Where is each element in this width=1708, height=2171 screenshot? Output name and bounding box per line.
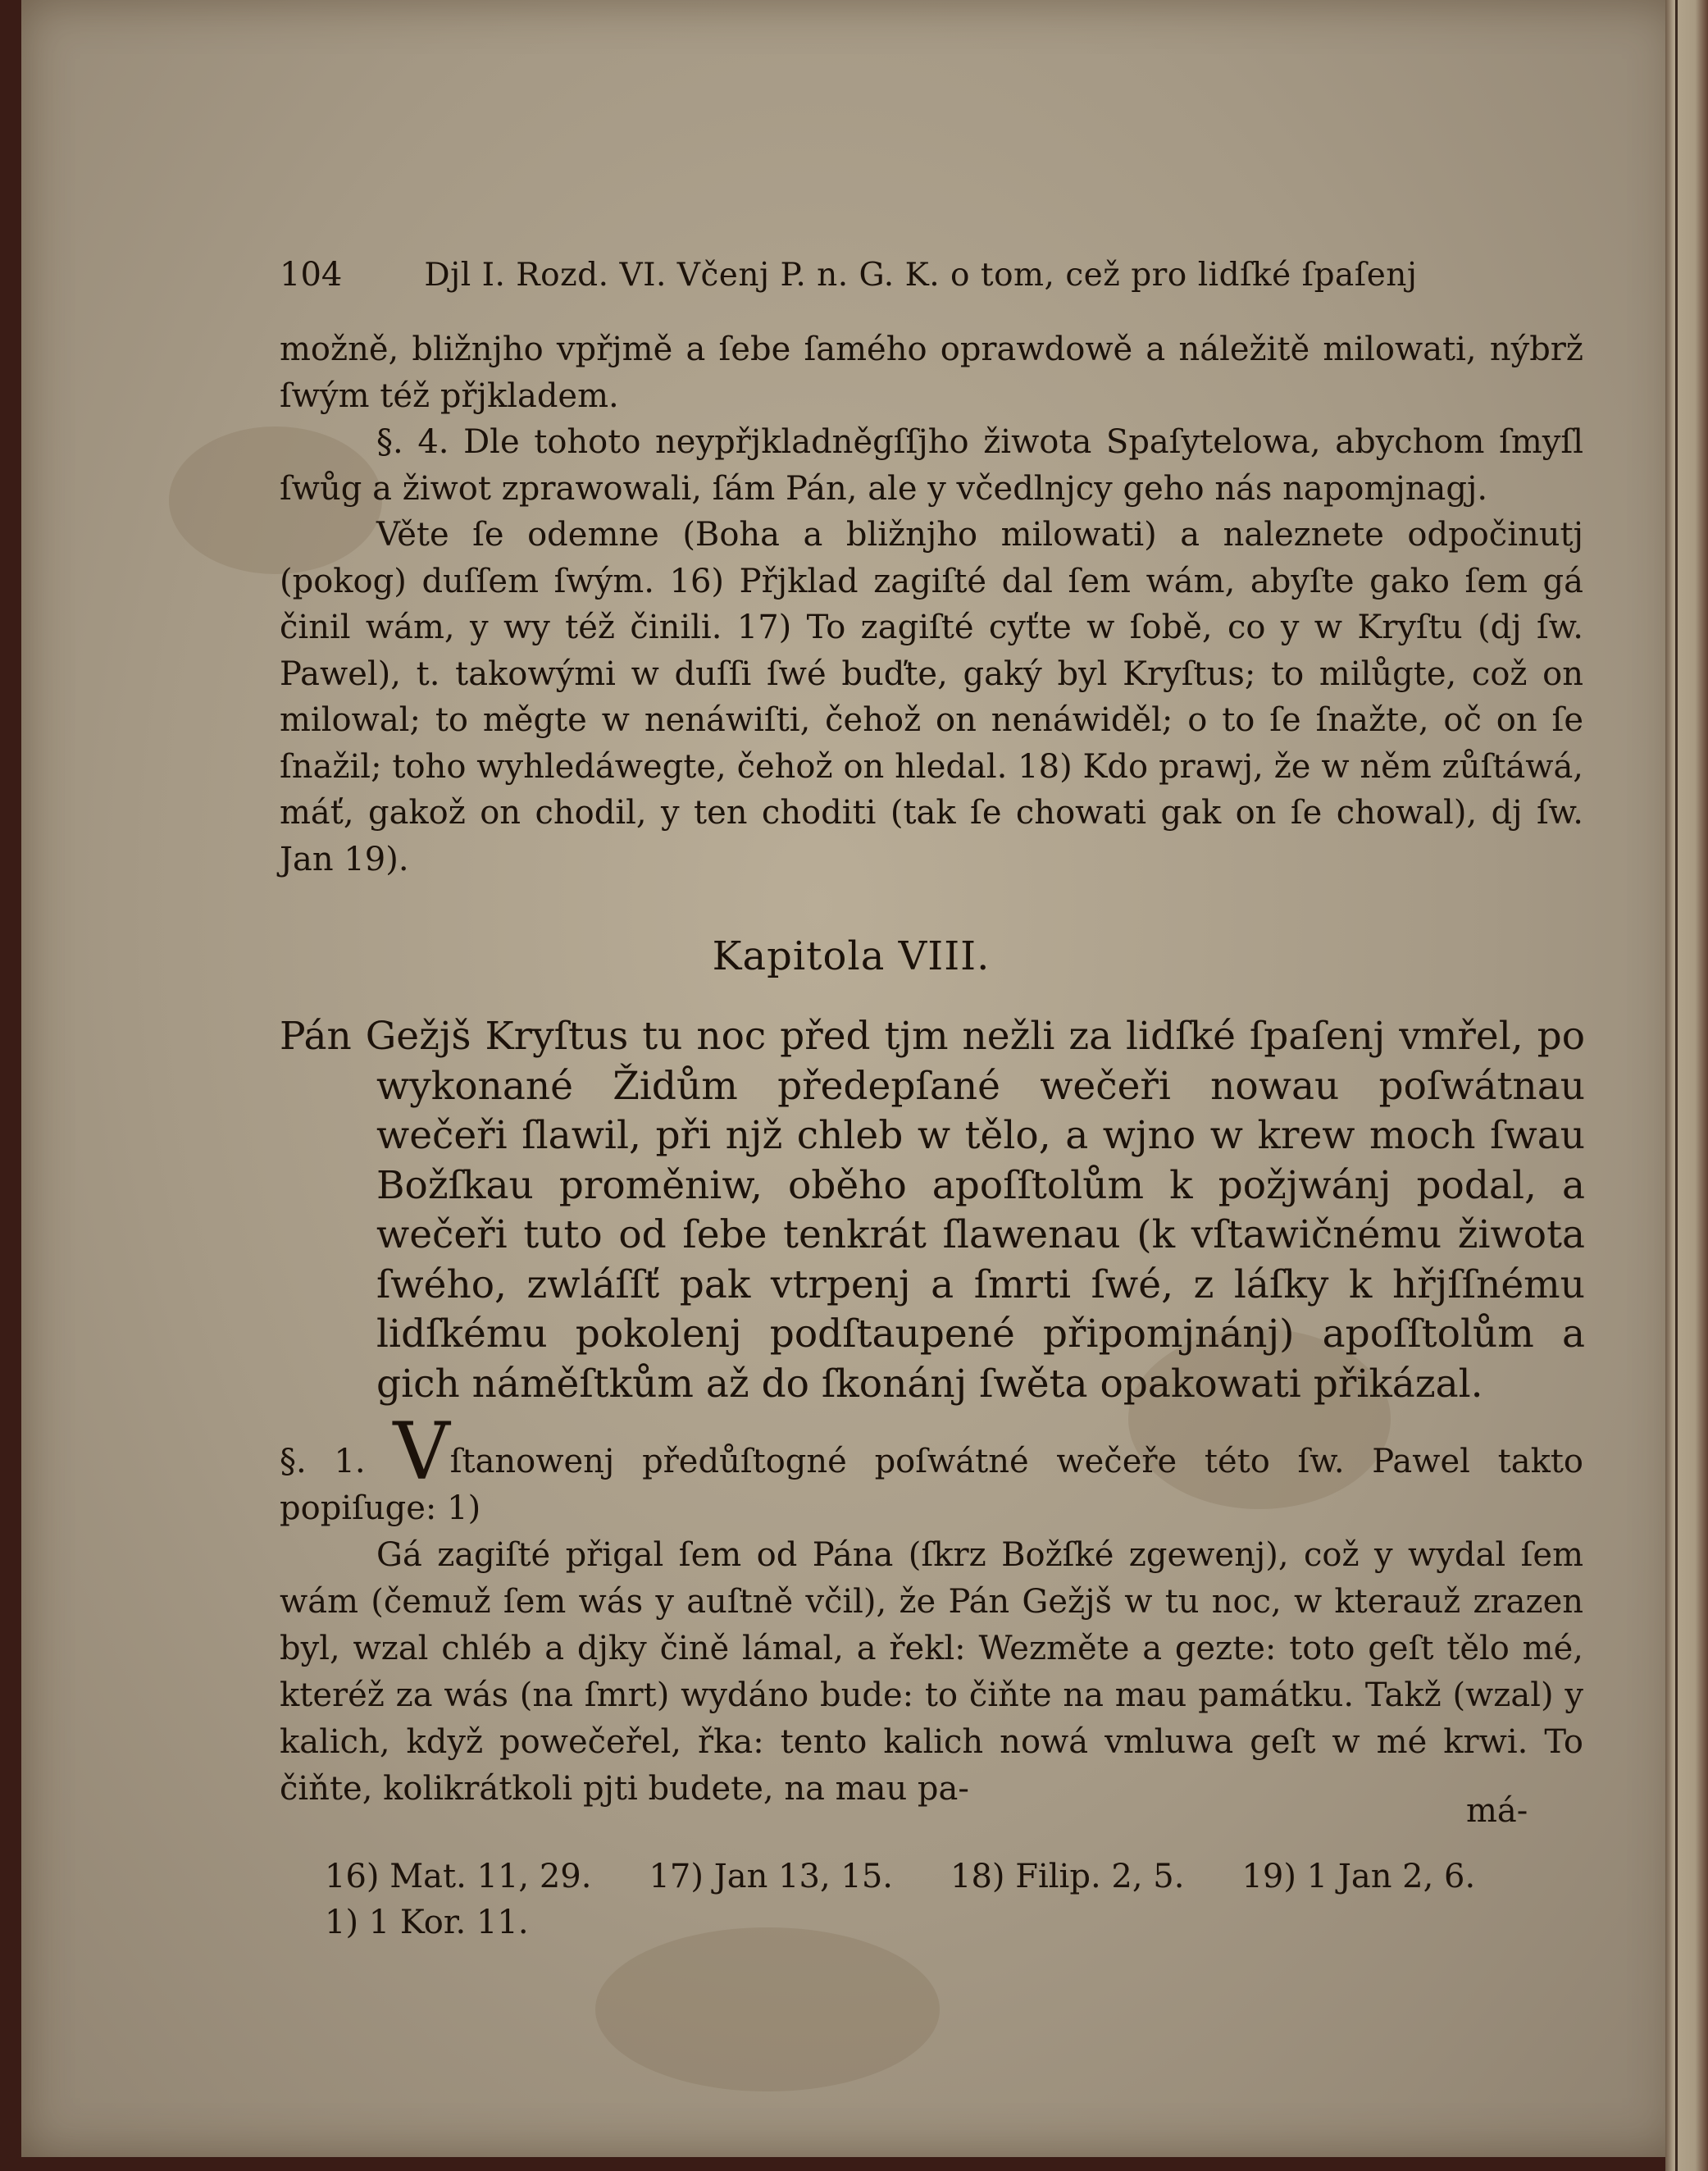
page-number: 104	[280, 256, 343, 294]
footnotes	[325, 1854, 1579, 1945]
footnote-18: 18) Filip. 2, 5.	[950, 1858, 1185, 1895]
page-fold-line	[1675, 0, 1678, 2171]
footnote-16: 16) Mat. 11, 29.	[325, 1858, 592, 1895]
footnote-19: 19) 1 Jan 2, 6.	[1241, 1858, 1476, 1895]
body-text	[280, 326, 1583, 883]
section-1-quote: Gá zagiſté přigal ſem od Pána (ſkrz Božſké zgewenj), což y wydal ſem wám (čemuž ſem wás y auſtně včil), že Pán Gežjš w tu noc, w kterauž zrazen byl, wzal chléb a djky čině lámal, a řekl: Wezměte a gezte: toto geſt tělo mé, kteréž za wás (na ſmrt) wydáno bude: to čiňte na mau památku. Takž (wzal) y kalich, když powečeřel, řka: tento kalich nowá vmluwa geſt w mé krwi. To čiňte, kolikrátkoli pjti budete, na mau pa-	[280, 1536, 1583, 1808]
section-1-lead-text: ſtanowenj předůſtogné poſwátné wečeře této ſw. Pawel takto popiſuge: 1)	[280, 1443, 1583, 1527]
adjacent-page-edge	[1665, 0, 1708, 2171]
running-header	[280, 256, 1477, 294]
paper-stain	[595, 1927, 940, 2091]
section-1	[280, 1406, 1583, 1813]
running-head-title: Djl I. Rozd. VI. Včenj P. n. G. K. o tom, cež pro lidſké ſpaſenj	[424, 257, 1418, 294]
footnote-row	[325, 1854, 1579, 1900]
paragraph-continuation: možně, bližnjho vpřjmě a ſebe ſamého oprawdowě a náležitě milowati, nýbrž ſwým též přjkladem.	[280, 331, 1583, 415]
book-page	[21, 0, 1681, 2157]
chapter-summary	[280, 1012, 1585, 1409]
footnote-row	[325, 1900, 1579, 1945]
drop-initial: V	[393, 1406, 450, 1498]
section-1-lead	[280, 1406, 1583, 1532]
section-label: §. 1.	[280, 1443, 366, 1480]
chapter-summary-text: Pán Gežjš Kryſtus tu noc před tjm nežli za lidſké ſpaſenj vmřel, po wykonané Židům předepſané wečeři nowau poſwátnau wečeři ſlawil, při njž chleb w tělo, a wjno w krew moch ſwau Božſkau proměniw, oběho apoſſtolům k požjwánj podal, a wečeři tuto od ſebe tenkrát ſlawenau (k vſtawičnému žiwota ſwého, zwláſſť pak vtrpenj a ſmrti ſwé, z láſky k hřjſſnému lidſkému pokolenj podſtaupené připomjnánj) apoſſtolům a gich náměſtkům až do ſkonánj ſwěta opakowati přikázal.	[280, 1014, 1585, 1407]
paragraph-quotations: Věte ſe odemne (Boha a bližnjho milowati) a naleznete odpočinutj (pokog) duſſem ſwým. 16) Přjklad zagiſté dal ſem wám, abyſte gako ſem gá činil wám, y wy též činili. 17) To zagiſté cyťte w ſobě, co y w Kryſtu (dj ſw. Pawel), t. takowými w duſſi ſwé buďte, gaký byl Kryſtus; to milůgte, což on milowal; to měgte w nenáwiſti, čehož on nenáwiděl; o to ſe ſnažte, oč on ſe ſnažil; toho wyhledáwegte, čehož on hledal. 18) Kdo prawj, že w něm zůſtáwá, máť, gakož on chodil, y ten choditi (tak ſe chowati gak on ſe chowal), dj ſw. Jan 19).	[280, 516, 1583, 878]
catchword: má-	[1466, 1792, 1528, 1830]
chapter-heading: Kapitola VIII.	[712, 933, 991, 979]
paragraph-section-4: §. 4. Dle tohoto neypřjkladněgſſjho žiwota Spaſytelowa, abychom ſmyſl ſwůg a žiwot zprawowali, ſám Pán, ale y včedlnjcy geho nás napomjnagj.	[280, 423, 1583, 508]
footnote-17: 17) Jan 13, 15.	[649, 1858, 893, 1895]
footnote-1: 1) 1 Kor. 11.	[325, 1904, 529, 1941]
